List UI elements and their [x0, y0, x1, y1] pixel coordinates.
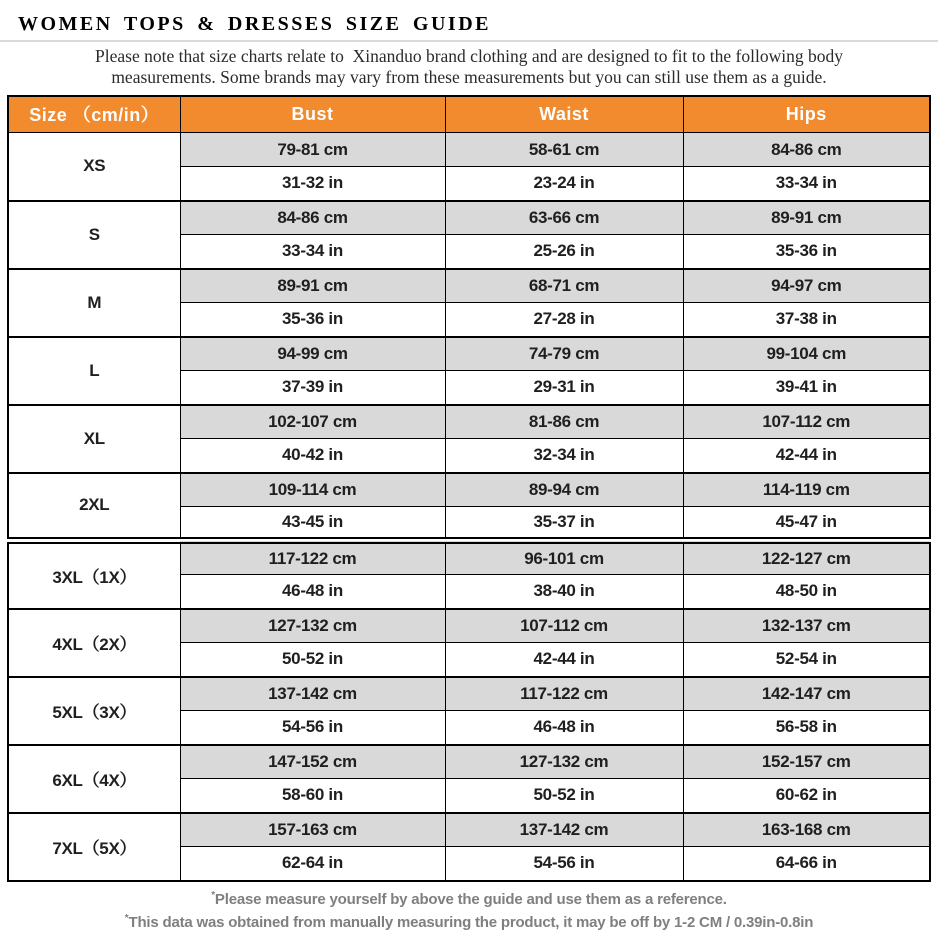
size-label: 5XL（3X） [8, 677, 180, 745]
size-label: S [8, 201, 180, 269]
measurement-cm-cell: 74-79 cm [445, 337, 683, 371]
header-row [8, 96, 930, 133]
measurement-cm-cell: 89-91 cm [683, 201, 930, 235]
measurement-cm-cell: 107-112 cm [683, 405, 930, 439]
measurement-cm-cell: 122-127 cm [683, 541, 930, 575]
column-header-waist: Waist [445, 96, 683, 133]
measurement-cm-cell: 137-142 cm [180, 677, 445, 711]
footnote-measure-reference [0, 888, 938, 911]
measurement-cm-cell: 84-86 cm [683, 133, 930, 167]
measurement-in-cell: 31-32 in [180, 167, 445, 201]
measurement-in-cell: 25-26 in [445, 235, 683, 269]
intro-note-line2: measurements. Some brands may vary from these measurements but you can still use them as a guide. [111, 67, 827, 88]
measurement-in-cell: 50-52 in [180, 643, 445, 677]
measurement-in-cell: 38-40 in [445, 575, 683, 609]
measurement-cm-cell: 127-132 cm [445, 745, 683, 779]
measurement-cm-cell: 137-142 cm [445, 813, 683, 847]
measurement-in-cell: 33-34 in [180, 235, 445, 269]
measurement-cm-cell: 147-152 cm [180, 745, 445, 779]
measurement-in-cell: 37-39 in [180, 371, 445, 405]
measurement-cm-cell: 117-122 cm [445, 677, 683, 711]
size-table-header [8, 96, 930, 133]
measurement-cm-cell: 117-122 cm [180, 541, 445, 575]
measurement-cm-cell: 68-71 cm [445, 269, 683, 303]
measurement-cm-cell: 107-112 cm [445, 609, 683, 643]
size-label: 3XL（1X） [8, 541, 180, 609]
size-row-cm [8, 405, 930, 439]
size-row-cm [8, 677, 930, 711]
size-table-body [8, 133, 930, 881]
measurement-cm-cell: 142-147 cm [683, 677, 930, 711]
size-row-cm [8, 609, 930, 643]
measurement-in-cell: 29-31 in [445, 371, 683, 405]
size-row-cm [8, 813, 930, 847]
measurement-in-cell: 54-56 in [180, 711, 445, 745]
title-divider [0, 40, 938, 42]
size-row-cm [8, 337, 930, 371]
page-title: WOMEN TOPS & DRESSES SIZE GUIDE [18, 13, 491, 35]
size-label: 7XL（5X） [8, 813, 180, 881]
footnote-text: This data was obtained from manually measuring the product, it may be off by 1-2 CM / 0.39in-0.8in [128, 913, 814, 931]
measurement-in-cell: 42-44 in [445, 643, 683, 677]
size-label: L [8, 337, 180, 405]
measurement-in-cell: 27-28 in [445, 303, 683, 337]
column-header-bust: Bust [180, 96, 445, 133]
measurement-cm-cell: 96-101 cm [445, 541, 683, 575]
measurement-in-cell: 46-48 in [445, 711, 683, 745]
size-row-cm [8, 473, 930, 507]
measurement-in-cell: 62-64 in [180, 847, 445, 881]
asterisk-mark: * [211, 889, 215, 901]
measurement-in-cell: 58-60 in [180, 779, 445, 813]
size-label: XL [8, 405, 180, 473]
measurement-in-cell: 48-50 in [683, 575, 930, 609]
size-table [7, 95, 931, 882]
measurement-cm-cell: 132-137 cm [683, 609, 930, 643]
column-header-size: Size （cm/in） [8, 96, 180, 133]
size-label: XS [8, 133, 180, 201]
measurement-in-cell: 42-44 in [683, 439, 930, 473]
size-row-cm [8, 269, 930, 303]
measurement-in-cell: 50-52 in [445, 779, 683, 813]
measurement-cm-cell: 157-163 cm [180, 813, 445, 847]
size-row-cm [8, 745, 930, 779]
measurement-cm-cell: 99-104 cm [683, 337, 930, 371]
measurement-cm-cell: 58-61 cm [445, 133, 683, 167]
measurement-in-cell: 39-41 in [683, 371, 930, 405]
column-header-hips: Hips [683, 96, 930, 133]
measurement-in-cell: 40-42 in [180, 439, 445, 473]
measurement-in-cell: 54-56 in [445, 847, 683, 881]
footnotes [0, 888, 938, 934]
measurement-in-cell: 46-48 in [180, 575, 445, 609]
measurement-in-cell: 35-37 in [445, 507, 683, 541]
size-row-cm [8, 201, 930, 235]
measurement-cm-cell: 63-66 cm [445, 201, 683, 235]
measurement-cm-cell: 79-81 cm [180, 133, 445, 167]
measurement-cm-cell: 84-86 cm [180, 201, 445, 235]
measurement-in-cell: 35-36 in [180, 303, 445, 337]
measurement-in-cell: 64-66 in [683, 847, 930, 881]
measurement-in-cell: 43-45 in [180, 507, 445, 541]
measurement-in-cell: 23-24 in [445, 167, 683, 201]
footnote-measurement-tolerance [0, 911, 938, 934]
measurement-cm-cell: 94-97 cm [683, 269, 930, 303]
size-row-cm [8, 541, 930, 575]
measurement-cm-cell: 94-99 cm [180, 337, 445, 371]
measurement-cm-cell: 89-94 cm [445, 473, 683, 507]
measurement-in-cell: 35-36 in [683, 235, 930, 269]
measurement-in-cell: 45-47 in [683, 507, 930, 541]
measurement-in-cell: 60-62 in [683, 779, 930, 813]
size-row-cm [8, 133, 930, 167]
measurement-in-cell: 32-34 in [445, 439, 683, 473]
measurement-in-cell: 33-34 in [683, 167, 930, 201]
measurement-cm-cell: 109-114 cm [180, 473, 445, 507]
size-label: 6XL（4X） [8, 745, 180, 813]
measurement-cm-cell: 89-91 cm [180, 269, 445, 303]
measurement-in-cell: 37-38 in [683, 303, 930, 337]
measurement-cm-cell: 163-168 cm [683, 813, 930, 847]
footnote-text: Please measure yourself by above the guide and use them as a reference. [214, 890, 727, 908]
measurement-cm-cell: 127-132 cm [180, 609, 445, 643]
intro-note [0, 46, 938, 89]
measurement-cm-cell: 152-157 cm [683, 745, 930, 779]
size-label: 2XL [8, 473, 180, 541]
measurement-cm-cell: 102-107 cm [180, 405, 445, 439]
measurement-cm-cell: 81-86 cm [445, 405, 683, 439]
measurement-in-cell: 52-54 in [683, 643, 930, 677]
asterisk-mark: * [124, 912, 129, 924]
size-label: 4XL（2X） [8, 609, 180, 677]
measurement-in-cell: 56-58 in [683, 711, 930, 745]
intro-note-line1: Please note that size charts relate to Xinanduo brand clothing and are designed to fit to the following body [95, 46, 843, 66]
size-label: M [8, 269, 180, 337]
measurement-cm-cell: 114-119 cm [683, 473, 930, 507]
